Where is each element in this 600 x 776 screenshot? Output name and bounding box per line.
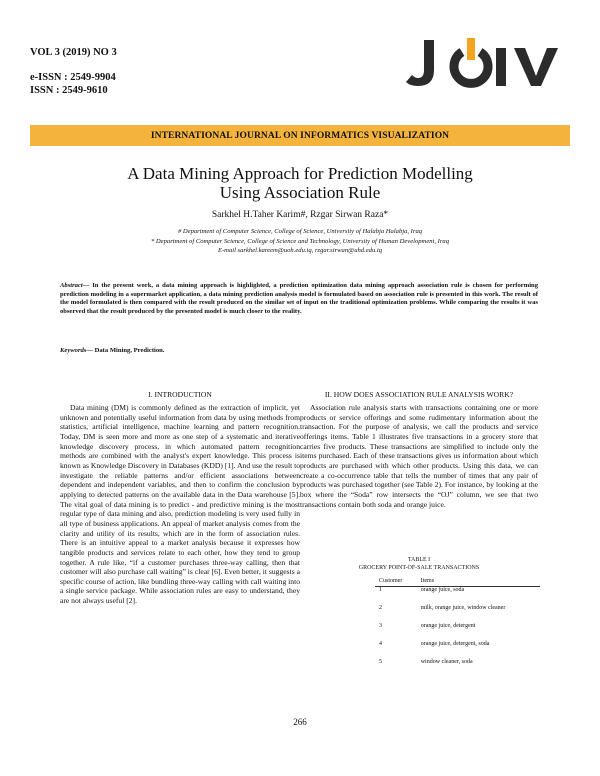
table-title: GROCERY POINT-OF-SALE TRANSACTIONS bbox=[358, 565, 480, 571]
page-number: 266 bbox=[293, 717, 307, 727]
eissn-label: e-ISSN : 2549-9904 bbox=[30, 72, 116, 83]
section-2-heading: II. HOW DOES ASSOCIATION RULE ANALYSIS WORK? bbox=[324, 390, 514, 399]
title-line-2: Using Association Rule bbox=[219, 183, 381, 202]
table-cell: 5 bbox=[379, 659, 382, 665]
section-2-paragraph: Association rule analysis starts with transactions containing one or more products or service offerings and some rudimentary information about the transaction. For the purpose of analysis, we call the products and service offerings items. Table 1 illustrates five transactions in a grocery store that carries five products. These transactions are simplified to include only the items purchased. Each of these transactions gives us information about which products are purchased with which other products. Using this data, we can create a co-occurrence table that tells the number of times that any pair of products was purchased together (see Table 2). For instance, by looking at the box where the “Soda” row intersects the “OJ” column, we see that two transactions contain both soda and orange juice. bbox=[300, 403, 538, 509]
table-row bbox=[375, 587, 540, 606]
table-header-customer: Customer bbox=[375, 576, 417, 587]
affiliation-1: # Department of Computer Science, College of Science, University of Halabja Halabja, Iraq bbox=[177, 228, 423, 235]
table-row bbox=[375, 623, 540, 641]
section-2-body bbox=[300, 403, 538, 509]
authors: Sarkhel H.Taher Karim#, Rzgar Sirwan Raza* bbox=[211, 210, 389, 220]
keywords-label: Keywords— bbox=[60, 347, 93, 354]
section-1-body bbox=[60, 403, 300, 606]
abstract-label: Abstract— bbox=[60, 282, 90, 289]
table-cell: window cleaner, soda bbox=[420, 659, 473, 665]
table-cell: 1 bbox=[379, 587, 382, 593]
table-header-row bbox=[375, 576, 540, 587]
affiliation-2: * Department of Computer Science, College of Science and Technology, University of Human Development, Iraq bbox=[150, 237, 450, 245]
abstract bbox=[60, 282, 538, 316]
keywords-text: Data Mining, Prediction. bbox=[92, 347, 165, 354]
table-cell: 4 bbox=[379, 641, 382, 647]
table-row bbox=[375, 641, 540, 659]
table-cell: milk, orange juice, window cleaner bbox=[420, 605, 506, 611]
affiliations bbox=[40, 227, 560, 256]
section-1-heading: I. INTRODUCTION bbox=[148, 390, 212, 399]
email-line: E-mail sarkhel.kareem@uoh.edu.iq, rzgar.sirwan@uhd.edu.iq bbox=[217, 247, 383, 254]
table-row bbox=[375, 605, 540, 623]
table-header-items: Items bbox=[417, 576, 540, 587]
title-line-1: A Data Mining Approach for Prediction Modelling bbox=[127, 164, 473, 183]
table-cell: 2 bbox=[379, 605, 382, 611]
keywords bbox=[60, 347, 164, 354]
table-cell: orange juice, soda bbox=[420, 587, 465, 593]
table-cell: orange juice, detergent, soda bbox=[420, 641, 490, 647]
joiv-logo bbox=[404, 30, 574, 90]
paper-title bbox=[60, 164, 540, 202]
table-cell: orange juice, detergent bbox=[420, 623, 476, 629]
section-1-paragraph: Data mining (DM) is commonly defined as the extraction of implicit, yet unknown and potentially useful information from data by using methods from statistics, artificial intelligence, machine learning and pattern recognition. Today, DM is seen more and more as one step of a systematic and iterative knowledge discovery process, in which automated pattern recognition methods are combined with the analyst's expert knowledge. This process is known as Knowledge Discovery in Databases (KDD) [1]. And use the result to investigate the reliable patterns and/or efficient associations between dependent and independent variables, and then to confirm the conclusion by applying to detected patterns on the available data in the Data warehouse [5]. The vital goal of data mining is to predict - and predictive mining is the most regular type of data mining and also, prediction modeling is very used fully in all type of business applications. An appeal of market analysis comes from the clarity and utility of its results, which are in the form of association rules. There is an intuitive appeal to a market analysis because it expresses how tangible products and services relate to each other, how they tend to group together. A rule like, “if a customer purchases three-way calling, then that customer will also purchase call waiting” is clear [6]. Even better, it suggests a specific course of action, like bundling three-way calling with call waiting into a single service package. While association rules are easy to understand, they are not always useful [2]. bbox=[60, 403, 300, 606]
table-row bbox=[375, 659, 540, 677]
volume-label: VOL 3 (2019) NO 3 bbox=[30, 47, 117, 58]
issn-label: ISSN : 2549-9610 bbox=[30, 85, 108, 96]
transactions-table bbox=[375, 576, 540, 677]
journal-meta bbox=[30, 46, 117, 97]
table-cell: 3 bbox=[379, 623, 382, 629]
table-label: TABLE I bbox=[407, 557, 431, 563]
abstract-text: In the present work, a data mining approach is highlighted, a prediction optimization data mining approach association rule is chosen for performing prediction modeling in a supermarket application, a data mining prediction analysis model is formulated based on association rule is presented in this work. The result of the model formulated is then compared with the result produced on the similar set of input on the traditional optimization problems. While comparing the results it was observed that the result produced by the presented model is much closer to the reality. bbox=[60, 282, 538, 315]
logo-text: JOIV bbox=[404, 30, 407, 31]
journal-banner: INTERNATIONAL JOURNAL ON INFORMATICS VISUALIZATION bbox=[30, 125, 570, 146]
table-caption bbox=[300, 556, 538, 572]
